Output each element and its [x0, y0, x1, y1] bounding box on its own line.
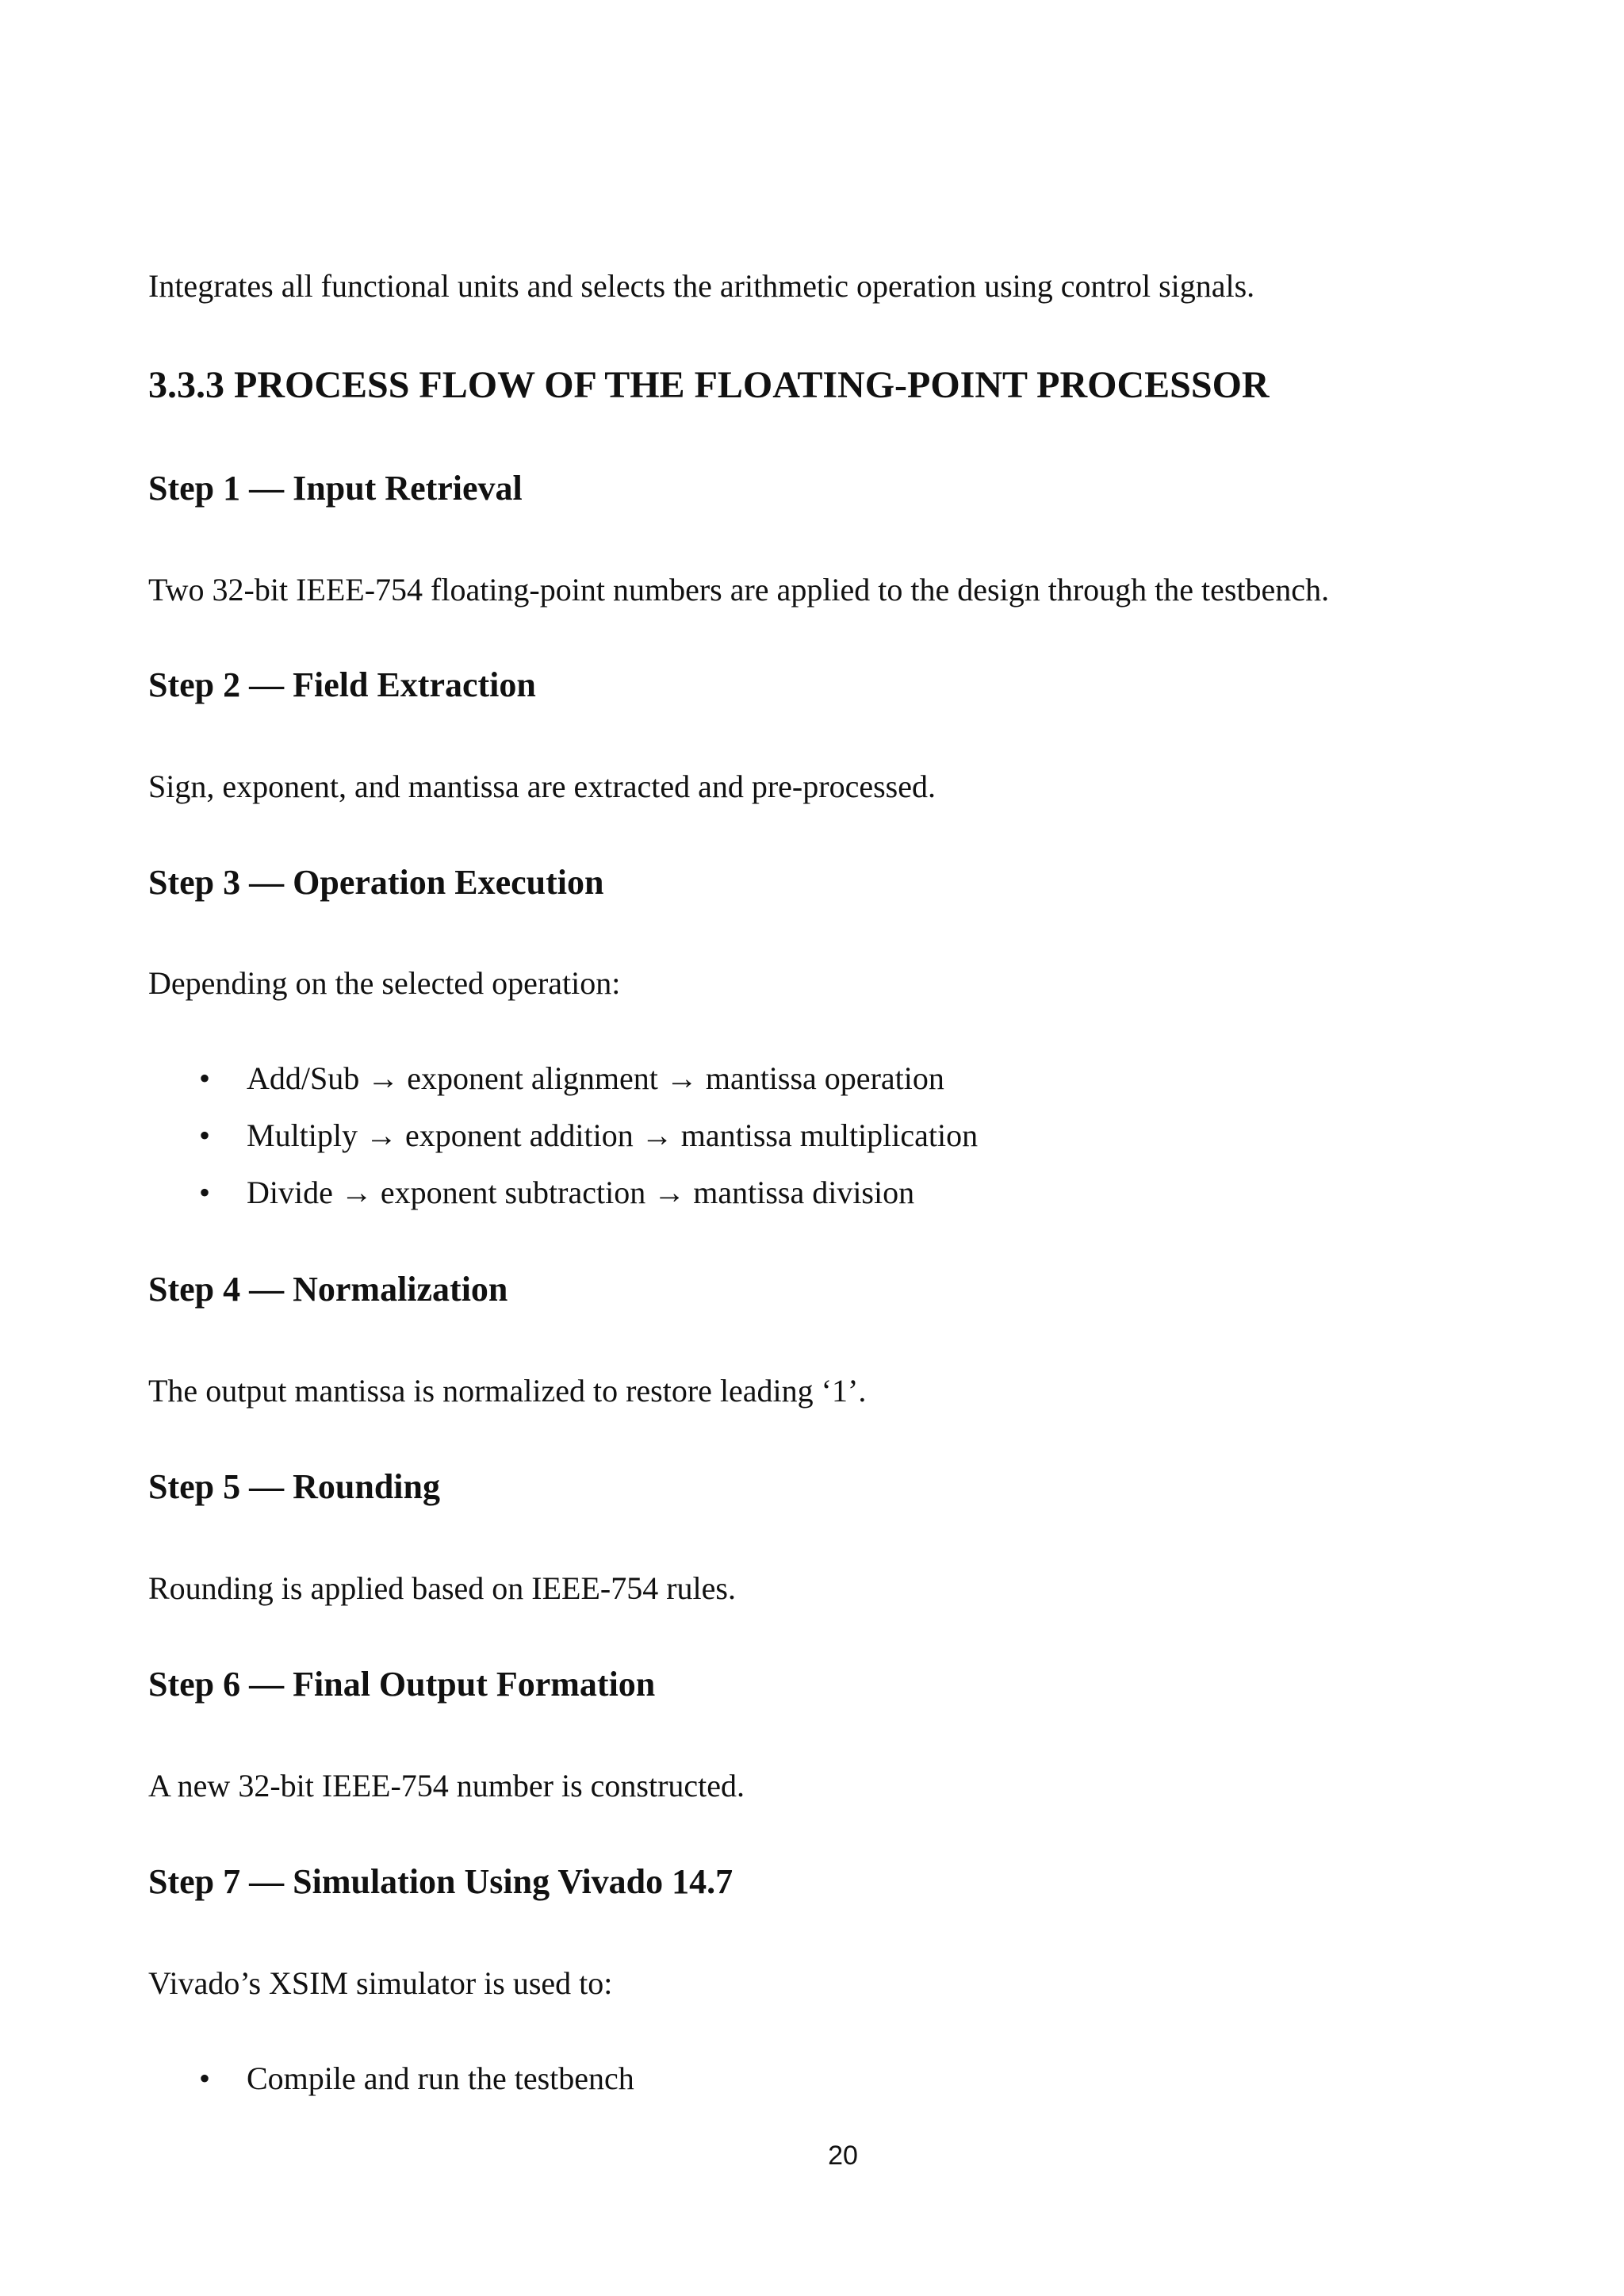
- step-5-heading: Step 5 — Rounding: [148, 1467, 441, 1506]
- step-2-body: Sign, exponent, and mantissa are extracted and pre-processed.: [148, 769, 936, 804]
- step-2-heading: Step 2 — Field Extraction: [148, 665, 536, 704]
- bullet-text: Compile and run the testbench: [247, 2060, 634, 2096]
- step-3-body: Depending on the selected operation:: [148, 965, 621, 1001]
- step-6-heading: Step 6 — Final Output Formation: [148, 1665, 656, 1704]
- step-1-heading: Step 1 — Input Retrieval: [148, 469, 523, 508]
- step-3-heading: Step 3 — Operation Execution: [148, 863, 604, 902]
- step-4-heading: Step 4 — Normalization: [148, 1270, 508, 1309]
- step-3-bullet-item: [199, 1174, 915, 1212]
- page-number: 20: [828, 2141, 858, 2171]
- bullet-icon: •: [199, 1175, 211, 1210]
- step-5-body: Rounding is applied based on IEEE-754 rules.: [148, 1570, 736, 1606]
- intro-paragraph: Integrates all functional units and selects the arithmetic operation using control signals.: [148, 268, 1255, 304]
- step-1-body: Two 32-bit IEEE-754 floating-point numbers are applied to the design through the testbench.: [148, 572, 1330, 608]
- step-7-bullet-item: [199, 2060, 634, 2098]
- section-heading: 3.3.3 PROCESS FLOW OF THE FLOATING-POINT PROCESSOR: [148, 364, 1270, 406]
- step-3-bullet-item: [199, 1117, 979, 1155]
- bullet-icon: •: [199, 1060, 211, 1096]
- step-7-heading: Step 7 — Simulation Using Vivado 14.7: [148, 1862, 733, 1901]
- bullet-icon: •: [199, 2060, 211, 2096]
- bullet-text: Multiply → exponent addition → mantissa multiplication: [247, 1117, 979, 1153]
- bullet-text: Add/Sub → exponent alignment → mantissa operation: [247, 1060, 944, 1096]
- step-3-bullet-item: [199, 1060, 944, 1098]
- step-6-body: A new 32-bit IEEE-754 number is constructed.: [148, 1768, 745, 1803]
- step-4-body: The output mantissa is normalized to restore leading ‘1’.: [148, 1373, 867, 1409]
- bullet-icon: •: [199, 1117, 211, 1153]
- bullet-text: Divide → exponent subtraction → mantissa division: [247, 1175, 915, 1210]
- step-7-body: Vivado’s XSIM simulator is used to:: [148, 1965, 613, 2001]
